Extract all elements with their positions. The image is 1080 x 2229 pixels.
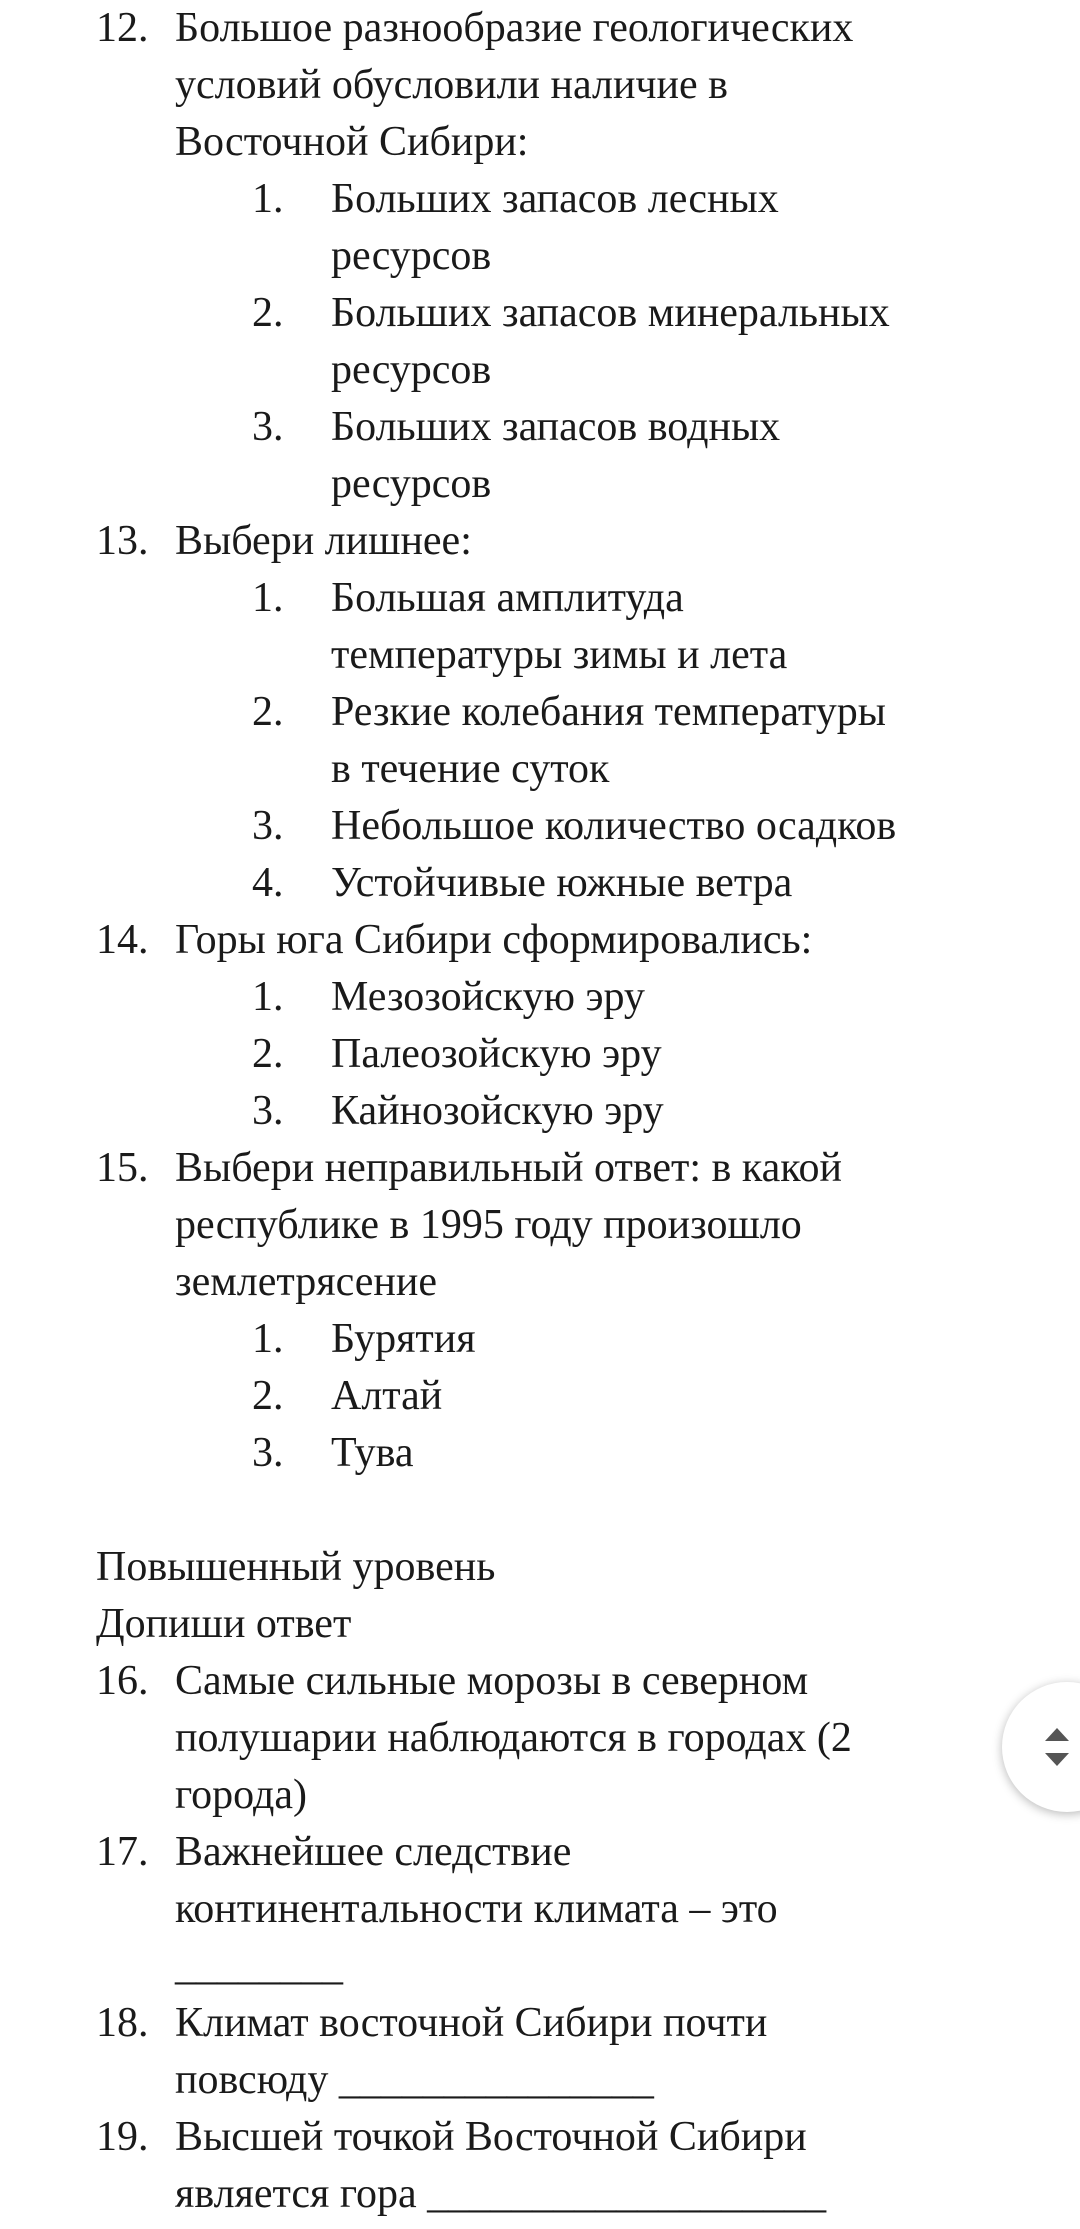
answer-option <box>0 399 991 513</box>
option-text-line: Больших запасов лесных <box>331 176 779 222</box>
option-text-line: Палеозойскую эру <box>331 1031 662 1077</box>
question-18 <box>0 1995 975 2109</box>
question-number: 19. <box>96 2114 149 2160</box>
answer-option <box>0 1026 991 1083</box>
question-text-line: Климат восточной Сибири почти <box>175 2000 768 2046</box>
question-text-line: полушарии наблюдаются в городах (2 <box>175 1715 852 1761</box>
option-text-line: Бурятия <box>331 1316 476 1362</box>
question-number: 18. <box>96 2000 149 2046</box>
question-text-line: повсюду _______________ <box>175 2057 654 2103</box>
question-text-line: Восточной Сибири: <box>175 119 529 165</box>
option-text-line: Мезозойскую эру <box>331 974 645 1020</box>
question-19 <box>0 2109 975 2223</box>
option-text-line: Большая амплитуда <box>331 575 684 621</box>
question-14 <box>0 912 975 969</box>
option-text-line: ресурсов <box>331 233 492 279</box>
section-level-heading: Повышенный уровень <box>96 1544 496 1590</box>
answer-blank: ________ <box>175 1943 343 1989</box>
question-17 <box>0 1824 975 1995</box>
question-number: 13. <box>96 518 149 564</box>
option-text-line: ресурсов <box>331 461 492 507</box>
option-number: 3. <box>252 1430 284 1476</box>
section-instruction: Допиши ответ <box>96 1601 352 1647</box>
question-number: 14. <box>96 917 149 963</box>
answer-option <box>0 855 991 912</box>
option-number: 1. <box>252 974 284 1020</box>
option-text-line: Кайнозойскую эру <box>331 1088 664 1134</box>
answer-option <box>0 969 991 1026</box>
answer-option <box>0 285 991 399</box>
answer-option <box>0 798 991 855</box>
option-text-line: Небольшое количество осадков <box>331 803 897 849</box>
option-number: 3. <box>252 404 284 450</box>
question-text-line: Важнейшее следствие <box>175 1829 572 1875</box>
option-number: 1. <box>252 1316 284 1362</box>
option-number: 1. <box>252 176 284 222</box>
question-text-line: Выбери неправильный ответ: в какой <box>175 1145 843 1191</box>
question-text-line: Самые сильные морозы в северном <box>175 1658 809 1704</box>
option-text-line: ресурсов <box>331 347 492 393</box>
option-number: 1. <box>252 575 284 621</box>
question-text-line: континентальности климата – это <box>175 1886 778 1932</box>
option-text-line: Алтай <box>331 1373 443 1419</box>
option-number: 2. <box>252 1373 284 1419</box>
option-text-line: Тува <box>331 1430 414 1476</box>
option-text-line: Устойчивые южные ветра <box>331 860 793 906</box>
scroll-up-down-icon <box>1042 1726 1072 1768</box>
question-text-line: города) <box>175 1772 307 1818</box>
question-text-line: Высшей точкой Восточной Сибири <box>175 2114 807 2160</box>
question-13 <box>0 513 975 570</box>
answer-option <box>0 1311 991 1368</box>
option-number: 3. <box>252 1088 284 1134</box>
question-text-line: Большое разнообразие геологических <box>175 5 854 51</box>
option-text-line: Больших запасов минеральных <box>331 290 890 336</box>
question-text-line: республике в 1995 году произошло <box>175 1202 802 1248</box>
question-text-line: Горы юга Сибири сформировались: <box>175 917 813 963</box>
question-text-line: условий обусловили наличие в <box>175 62 728 108</box>
option-number: 2. <box>252 1031 284 1077</box>
option-text-line: в течение суток <box>331 746 610 792</box>
answer-option <box>0 171 991 285</box>
blank-line <box>0 1482 1080 1539</box>
option-number: 2. <box>252 689 284 735</box>
question-number: 17. <box>96 1829 149 1875</box>
answer-option <box>0 1368 991 1425</box>
answer-option <box>0 1083 991 1140</box>
option-number: 3. <box>252 803 284 849</box>
question-text-line: землетрясение <box>175 1259 437 1305</box>
option-number: 2. <box>252 290 284 336</box>
option-text-line: Больших запасов водных <box>331 404 781 450</box>
question-number: 15. <box>96 1145 149 1191</box>
answer-option <box>0 570 991 684</box>
question-number: 16. <box>96 1658 149 1704</box>
answer-option <box>0 684 991 798</box>
question-12 <box>0 0 975 171</box>
question-text-line: Выбери лишнее: <box>175 518 472 564</box>
answer-option <box>0 1425 991 1482</box>
option-text-line: Резкие колебания температуры <box>331 689 886 735</box>
question-16 <box>0 1653 975 1824</box>
question-number: 12. <box>96 5 149 51</box>
question-15 <box>0 1140 975 1311</box>
question-text-line: является гора ___________________ <box>175 2171 827 2217</box>
option-number: 4. <box>252 860 284 906</box>
option-text-line: температуры зимы и лета <box>331 632 788 678</box>
